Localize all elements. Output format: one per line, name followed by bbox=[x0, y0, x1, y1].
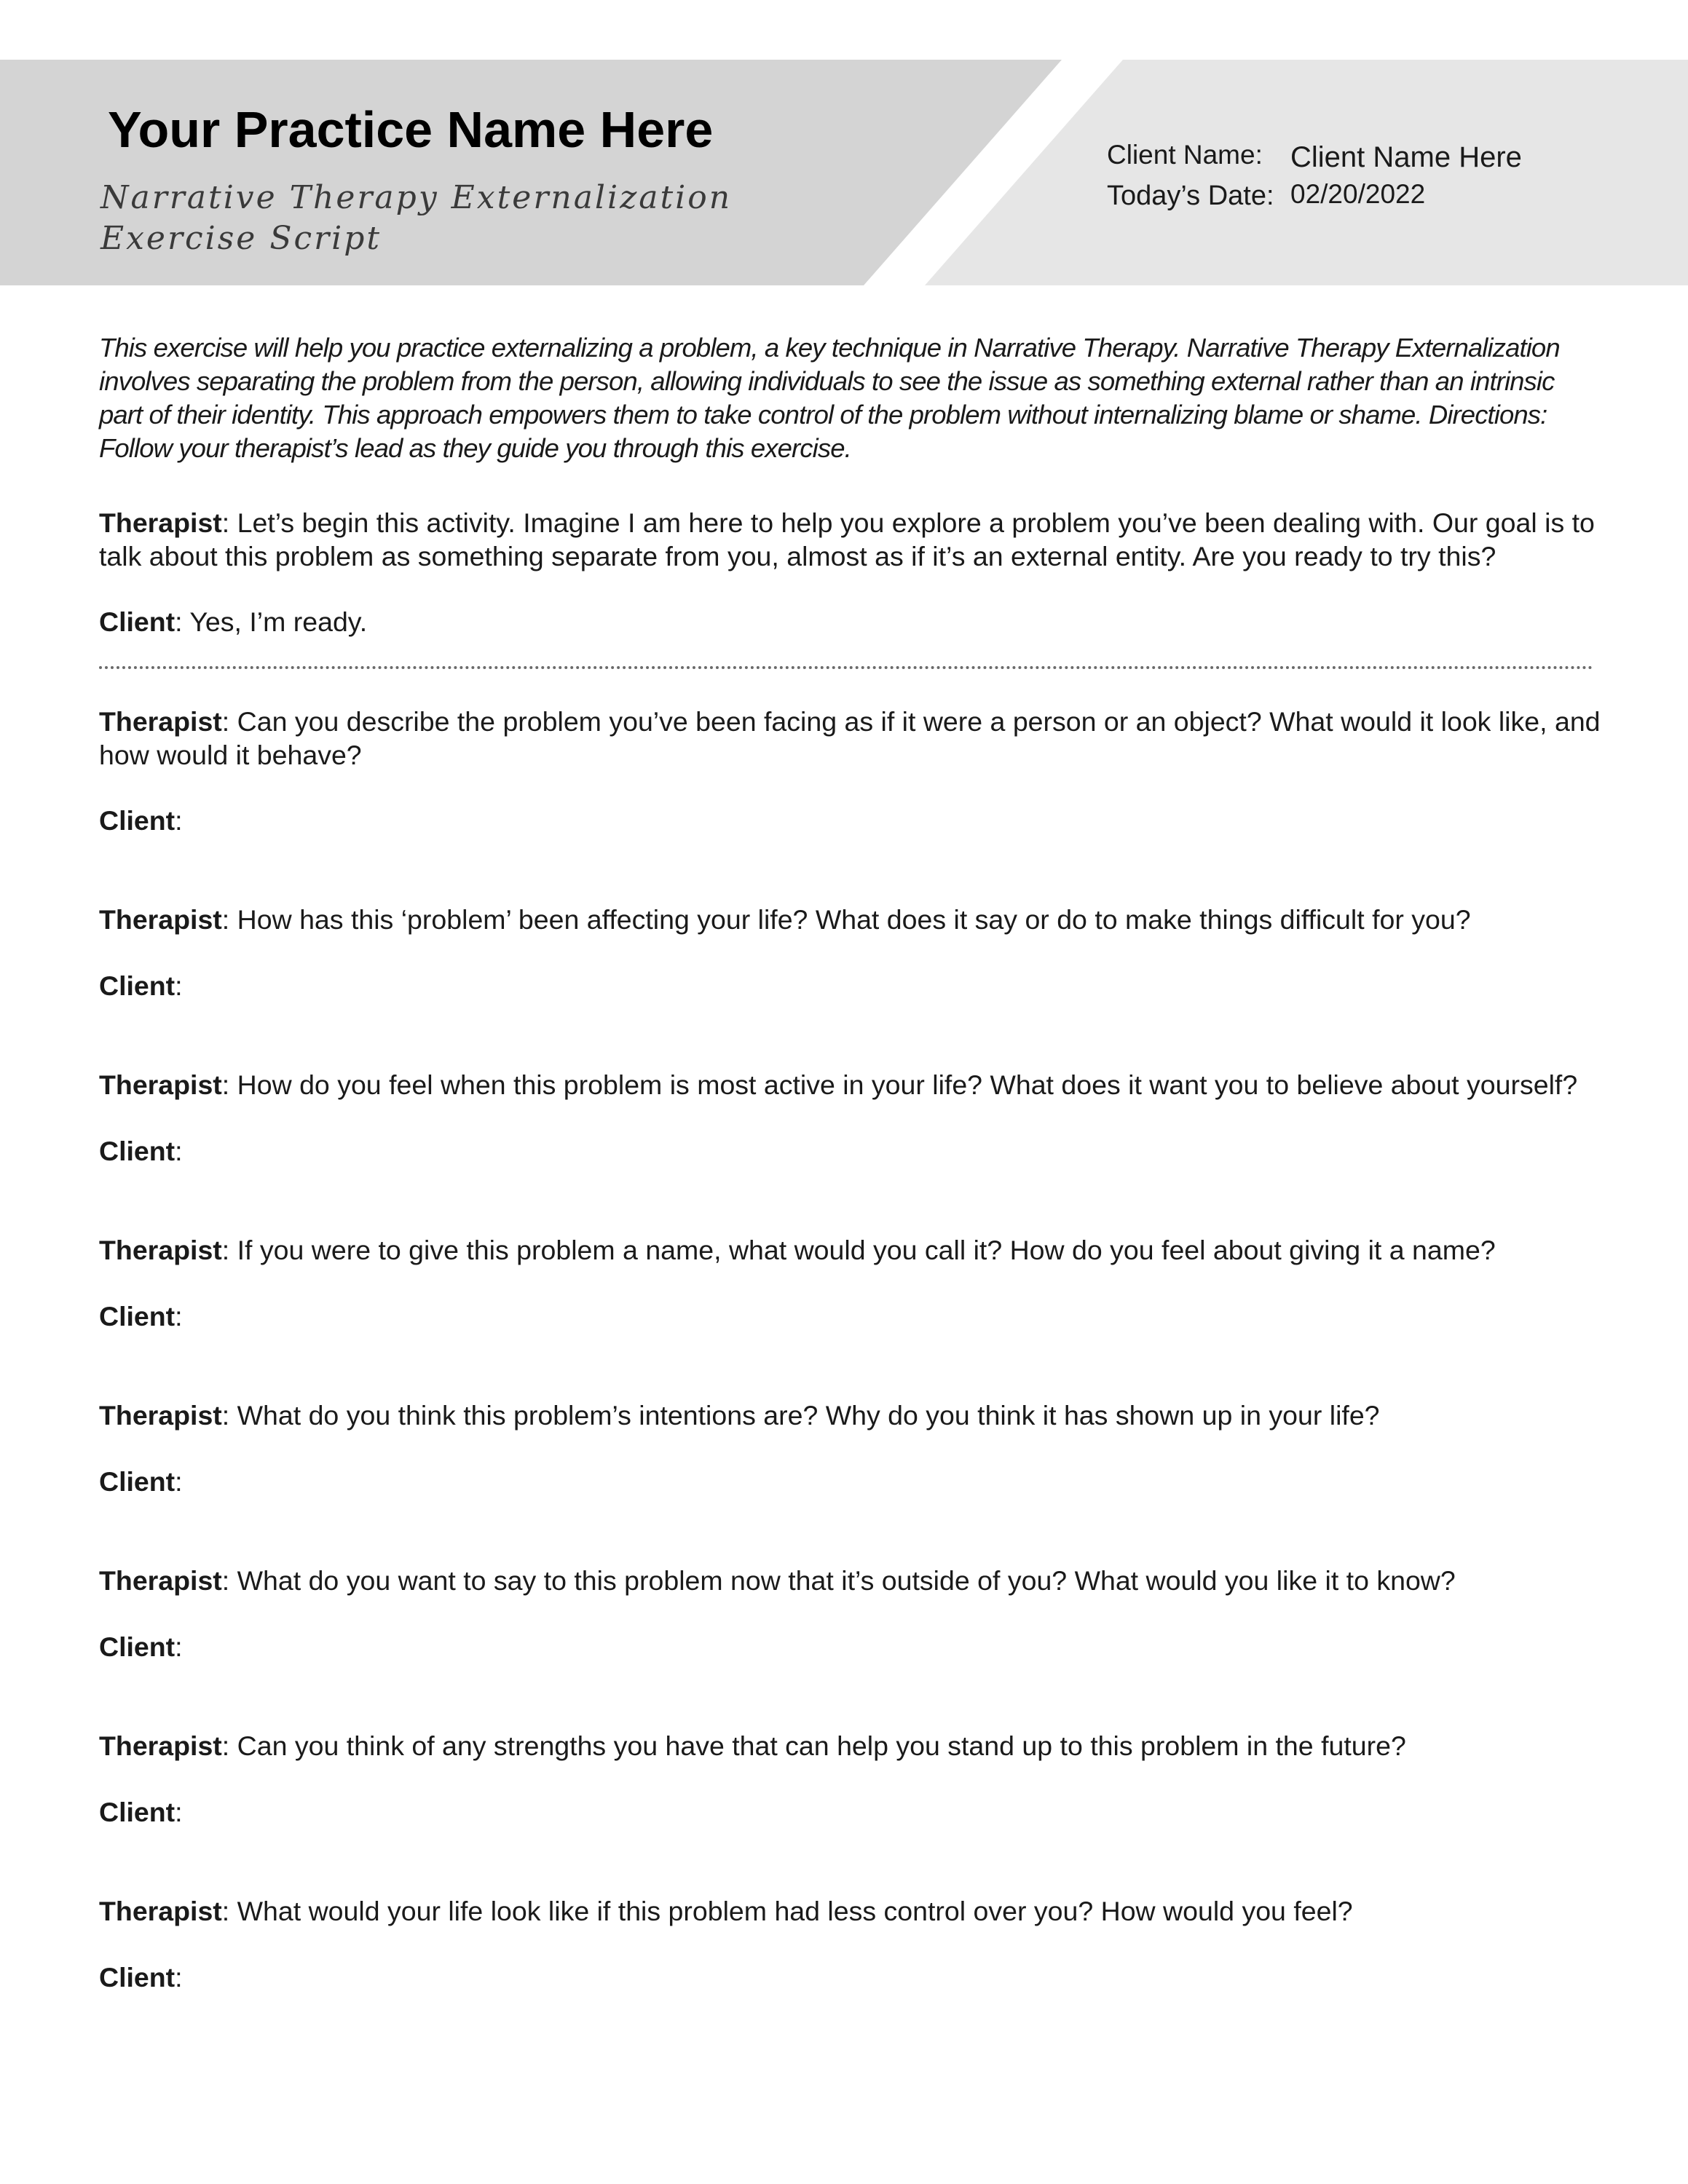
opening-therapist-text: Let’s begin this activity. Imagine I am here to help you explore a problem you’ve been dealing with. Our goal is to talk about this problem as something separate from you, almost as if it’s an external entity. Are you ready to try this? bbox=[99, 507, 1595, 571]
client-speaker: Client bbox=[99, 1962, 175, 1993]
speaker-colon: : bbox=[221, 706, 230, 737]
client-response-3 bbox=[99, 1134, 1614, 1168]
question-text: How do you feel when this problem is most active in your life? What does it want you to believe about yourself? bbox=[229, 1069, 1578, 1100]
opening-client-text: Yes, I’m ready. bbox=[182, 606, 368, 637]
therapist-speaker: Therapist bbox=[99, 1400, 222, 1431]
date-value: 02/20/2022 bbox=[1290, 179, 1426, 209]
therapist-speaker: Therapist bbox=[99, 1896, 222, 1926]
speaker-colon: : bbox=[175, 1962, 183, 1993]
therapist-speaker: Therapist bbox=[99, 1565, 222, 1596]
therapist-question-3 bbox=[99, 1068, 1614, 1101]
client-response-4 bbox=[99, 1299, 1614, 1333]
speaker-colon: : bbox=[221, 1896, 230, 1926]
question-text: If you were to give this problem a name, what would you call it? How do you feel about giving it a name? bbox=[229, 1235, 1496, 1265]
therapist-speaker: Therapist bbox=[99, 706, 222, 737]
question-text: How has this ‘problem’ been affecting your life? What does it say or do to make things difficult for you? bbox=[229, 904, 1471, 935]
therapist-question-7 bbox=[99, 1729, 1614, 1762]
client-response-6 bbox=[99, 1630, 1614, 1663]
speaker-colon: : bbox=[221, 507, 230, 538]
client-speaker: Client bbox=[99, 1631, 175, 1662]
therapist-speaker: Therapist bbox=[99, 1069, 222, 1100]
client-speaker: Client bbox=[99, 1466, 175, 1497]
client-name-value: Client Name Here bbox=[1290, 141, 1522, 173]
question-text: What do you want to say to this problem now that it’s outside of you? What would you like it to know? bbox=[229, 1565, 1456, 1596]
client-speaker: Client bbox=[99, 970, 175, 1001]
therapist-speaker: Therapist bbox=[99, 904, 222, 935]
client-response-8 bbox=[99, 1961, 1614, 1994]
practice-name: Your Practice Name Here bbox=[108, 101, 714, 158]
therapist-question-5 bbox=[99, 1398, 1614, 1432]
therapist-question-4 bbox=[99, 1233, 1614, 1267]
client-response-2 bbox=[99, 969, 1614, 1002]
therapist-question-1 bbox=[99, 705, 1614, 772]
document-subtitle: Narrative Therapy Externalization Exercise Script bbox=[100, 179, 733, 257]
question-text: What do you think this problem’s intentions are? Why do you think it has shown up in your life? bbox=[229, 1400, 1380, 1431]
question-text: Can you describe the problem you’ve been facing as if it were a person or an object? What would it look like, and how would it behave? bbox=[99, 706, 1601, 770]
speaker-colon: : bbox=[175, 1301, 183, 1332]
speaker-colon: : bbox=[175, 606, 183, 637]
client-speaker: Client bbox=[99, 1301, 175, 1332]
speaker-colon: : bbox=[221, 1069, 230, 1100]
therapist-speaker: Therapist bbox=[99, 1730, 222, 1761]
client-speaker: Client bbox=[99, 1136, 175, 1166]
client-name-label: Client Name: bbox=[1107, 140, 1263, 170]
speaker-colon: : bbox=[221, 1400, 230, 1431]
speaker-colon: : bbox=[175, 1797, 183, 1827]
speaker-colon: : bbox=[221, 1235, 230, 1265]
dotted-divider bbox=[99, 666, 1593, 669]
client-response-1 bbox=[99, 804, 1614, 837]
speaker-colon: : bbox=[175, 970, 183, 1001]
client-response-7 bbox=[99, 1795, 1614, 1829]
date-label: Today’s Date: bbox=[1107, 181, 1274, 211]
client-name-row bbox=[1107, 138, 1522, 181]
speaker-colon: : bbox=[221, 1565, 230, 1596]
speaker-colon: : bbox=[175, 1631, 183, 1662]
speaker-colon: : bbox=[221, 1730, 230, 1761]
question-text: What would your life look like if this problem had less control over you? How would you feel? bbox=[229, 1896, 1353, 1926]
intro-paragraph: This exercise will help you practice externalizing a problem, a key technique in Narrative Therapy. Narrative Therapy Externalization involves separating the problem from the person, allowing individuals to see the issue as something external rather than an intrinsic part of their identity. This approach empowers them to take control of the problem without internalizing blame or shame. Directions: Follow your therapist’s lead as they guide you through this exercise. bbox=[99, 333, 1560, 463]
therapist-speaker: Therapist bbox=[99, 507, 222, 538]
speaker-colon: : bbox=[221, 904, 230, 935]
client-info bbox=[1107, 138, 1522, 223]
opening-client-line bbox=[99, 605, 1614, 638]
therapist-question-6 bbox=[99, 1564, 1614, 1597]
date-row bbox=[1107, 181, 1522, 223]
speaker-colon: : bbox=[175, 805, 183, 836]
therapist-question-2 bbox=[99, 903, 1614, 936]
client-speaker: Client bbox=[99, 1797, 175, 1827]
question-text: Can you think of any strengths you have that can help you stand up to this problem in the future? bbox=[229, 1730, 1406, 1761]
opening-therapist-line bbox=[99, 506, 1614, 573]
client-speaker: Client bbox=[99, 805, 175, 836]
client-speaker: Client bbox=[99, 606, 175, 637]
therapist-speaker: Therapist bbox=[99, 1235, 222, 1265]
speaker-colon: : bbox=[175, 1466, 183, 1497]
client-response-5 bbox=[99, 1465, 1614, 1498]
therapist-question-8 bbox=[99, 1894, 1614, 1928]
speaker-colon: : bbox=[175, 1136, 183, 1166]
